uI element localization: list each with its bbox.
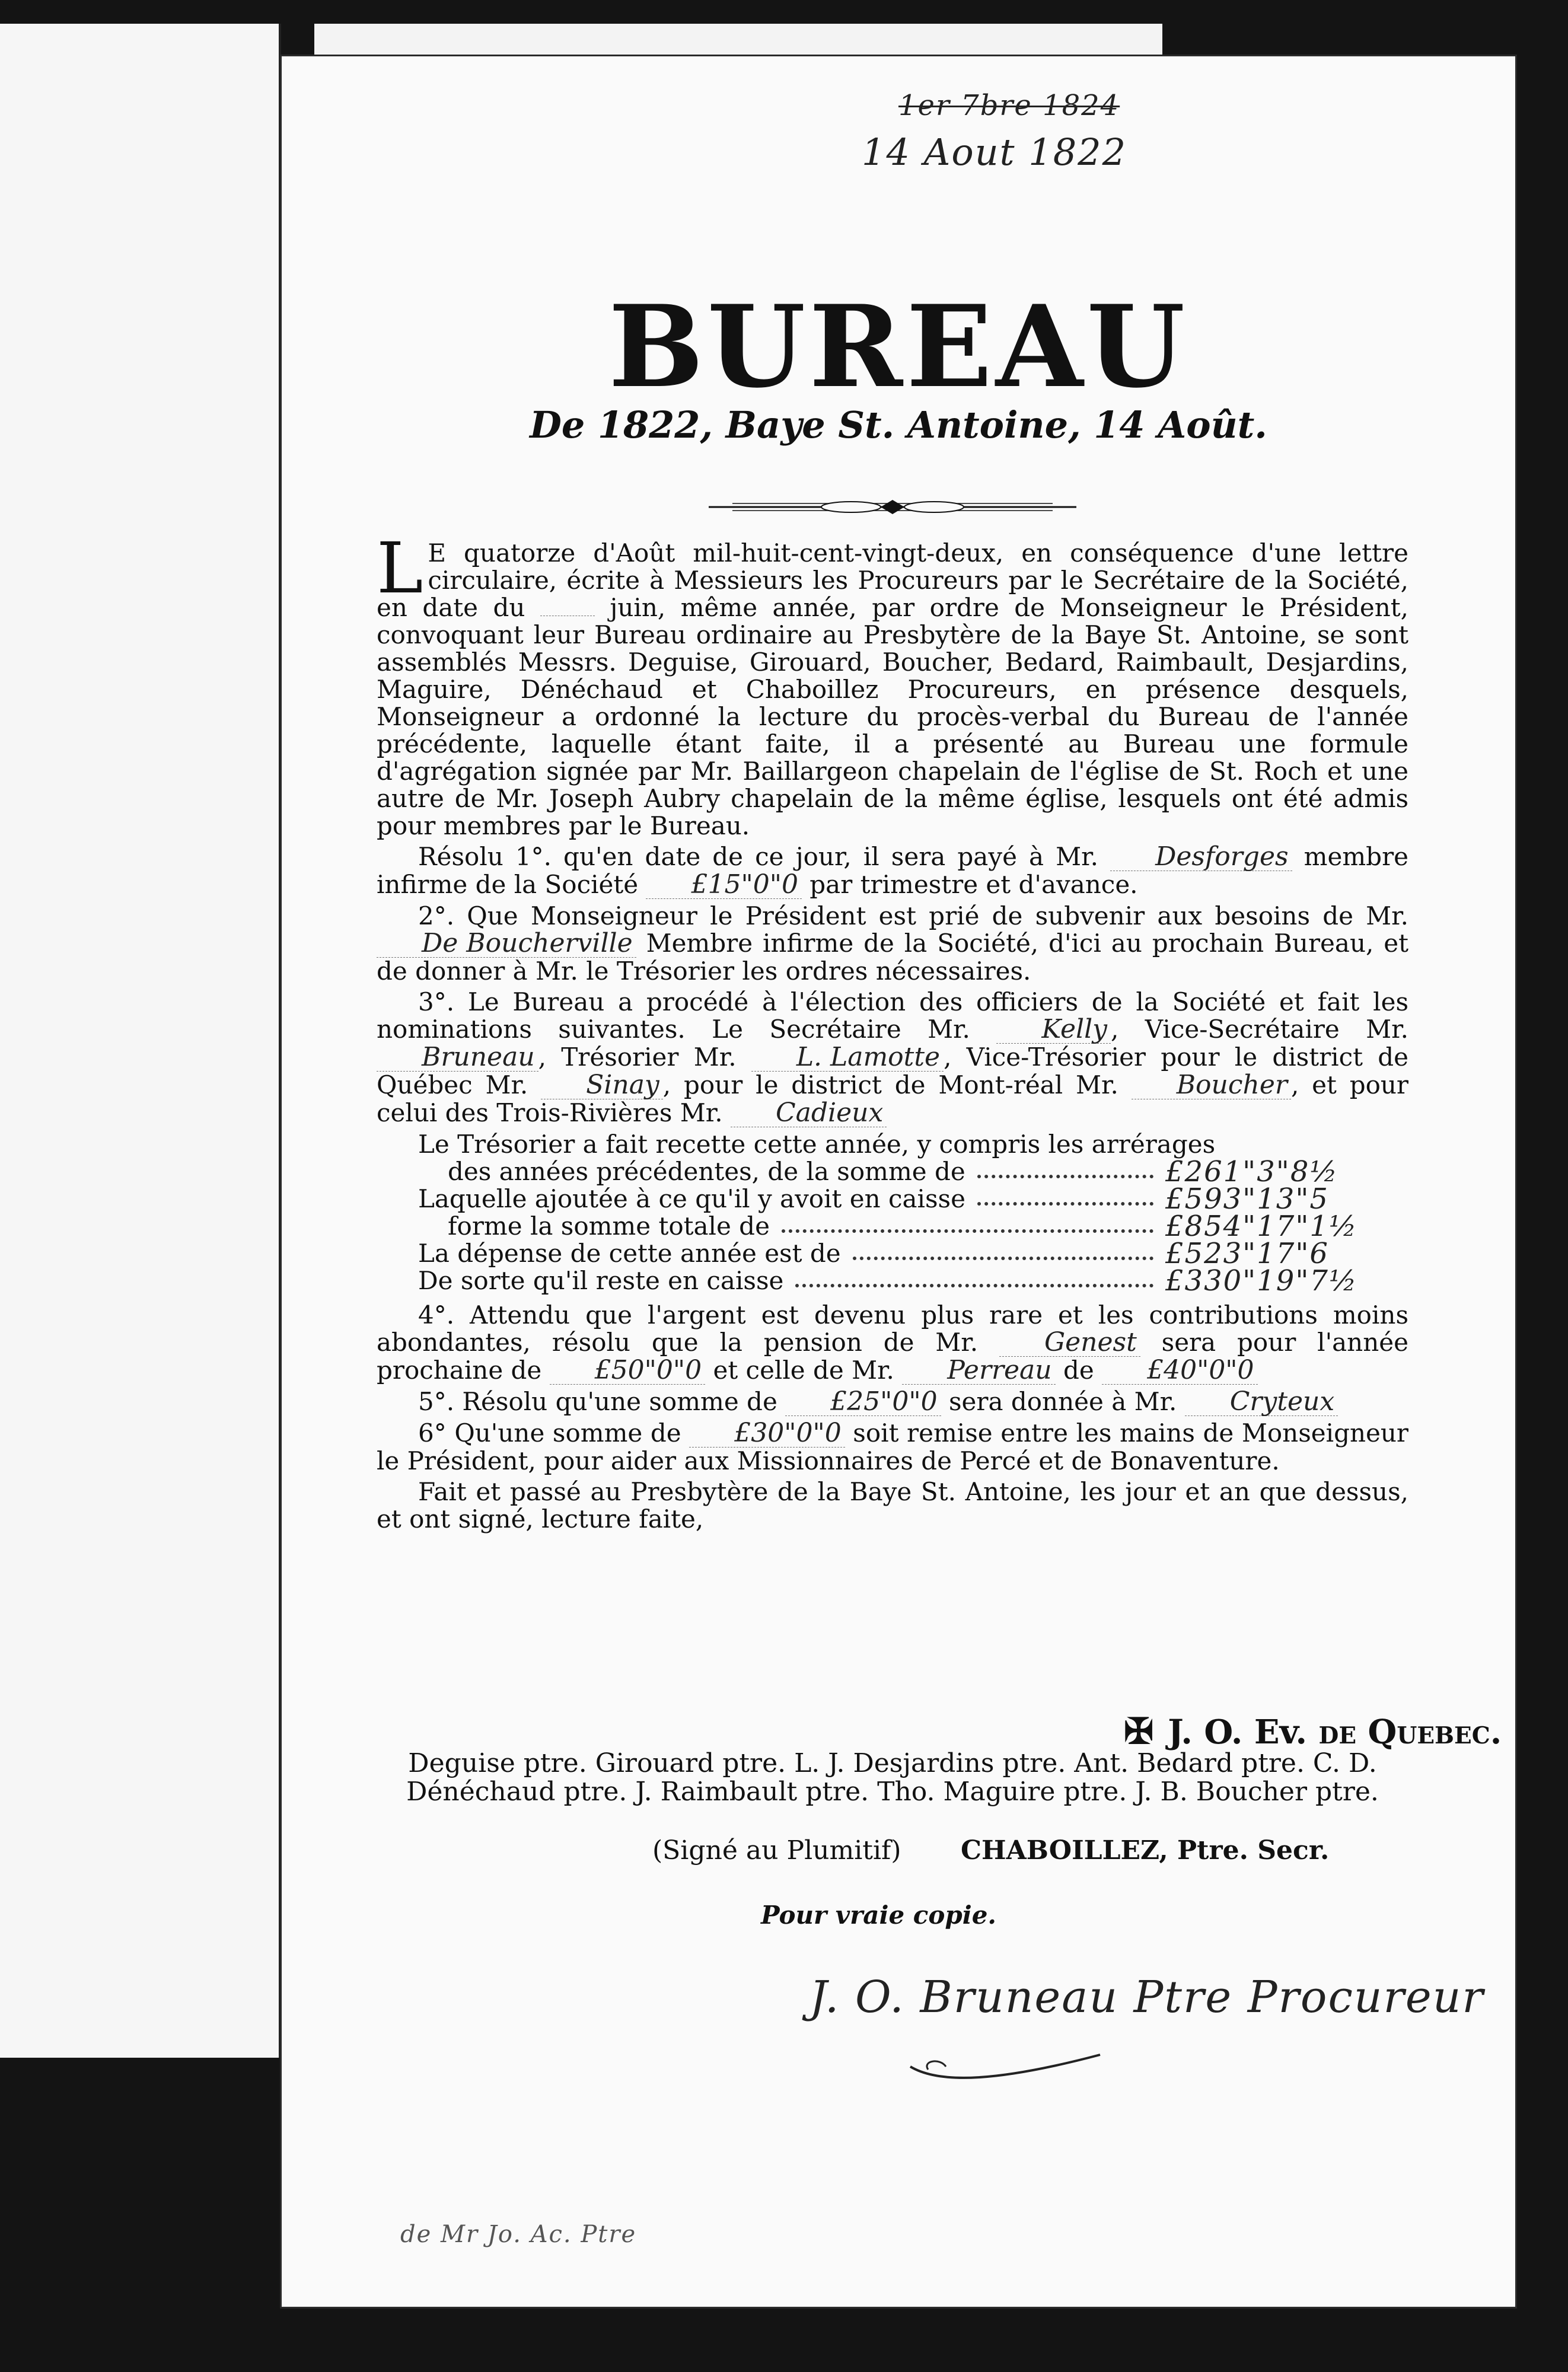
grant-recipient-name: Cryteux [1185,1388,1338,1416]
treasurer-ledger [377,1131,1408,1295]
ledger-row [377,1210,1408,1243]
resolution-6-text-a: 6° Qu'une somme de [418,1418,681,1448]
tresorier-name: L. Lamotte [751,1044,944,1072]
leader-dots [977,1202,1153,1206]
resolution-2-text-b: Membre infirme de la Société, d'ici au prochain Bureau, et de donner à Mr. le Trésorier les ordres nécessaires. [377,929,1408,986]
signature-flourish-icon [904,2043,1106,2084]
resolution-4 [377,1302,1408,1385]
bishop-see: de Quebec. [1318,1713,1502,1752]
vice-secretaire-name: Bruneau [377,1044,538,1072]
page-subtitle: De 1822, Baye St. Antoine, 14 Août. [530,403,1267,447]
resolution-2-text-a: 2°. Que Monseigneur le Président est prié de subvenir aux besoins de Mr. [418,901,1408,930]
resolution-3-text-f: , et pour celui des Trois-Rivières Mr. [377,1070,1409,1127]
ledger-amount: £593"13"5 [1165,1182,1329,1216]
adjacent-page [0,24,281,2058]
resolution-5-text-b: sera donnée à Mr. [948,1387,1177,1416]
ledger-amount: £523"17"6 [1165,1237,1329,1270]
pension-name-1: Genest [999,1329,1140,1357]
ledger-label: La dépense de cette année est de [418,1239,841,1268]
infirm-member-name: Desforges [1110,843,1292,871]
resolution-1-text-a: Résolu 1°. qu'en date de ce jour, il sera payé à Mr. [418,842,1098,871]
true-copy-note: Pour vraie copie. [761,1901,997,1930]
ledger-amount: £854"17"1½ [1165,1210,1358,1243]
procureurs-signatures [374,1749,1411,1806]
vice-tresorier-trois-rivieres-name: Cadieux [731,1099,887,1127]
resolution-4-text-d: de [1063,1356,1094,1385]
resolution-4-text-c: et celle de Mr. [713,1356,894,1385]
resolution-5-text-a: 5°. Résolu qu'une somme de [418,1387,777,1416]
closing-paragraph: Fait et passé au Presbytère de la Baye St. Antoine, les jour et an que dessus, et ont signé, lecture faite, [377,1477,1408,1533]
ledger-label: Laquelle ajoutée à ce qu'il y avoit en caisse [418,1184,965,1213]
opening-paragraph [377,527,1409,840]
pension-amount: £15"0"0 [646,871,801,899]
missionary-amount: £30"0"0 [689,1420,844,1448]
resolution-3-text-b: , Vice-Secrétaire Mr. [1111,1015,1408,1044]
ledger-row [377,1182,1408,1216]
document-body [377,527,1409,1536]
grant-amount: £25"0"0 [785,1388,941,1416]
signers-line-2: Dénéchaud ptre. J. Raimbault ptre. Tho. Maguire ptre. J. B. Boucher ptre. [406,1777,1379,1807]
cross-icon: ✠ [1124,1711,1154,1752]
opening-text-part2: juin, même année, par ordre de Monseigneur le Président, convoquant leur Bureau ordinaire au Presbytère de la Baye St. Antoine, se sont assemblés Messrs. Deguise, Girouard, Boucher, Bedard, Raimbault, Desjardins, Maguire, Dénéchaud et Chaboillez Procureurs, en présence desquels, Monseigneur a ordonné la lecture du procès-verbal du Bureau de l'année précédente, laquelle étant faite, il a présenté au Bureau une formule d'agrégation signée par Mr. Baillargeon chapelain de l'église de St. Roch et une autre de Mr. Joseph Aubry chapelain de la même église, lesquels ont été admis pour membres par le Bureau. [377,593,1409,840]
ledger-intro-text: Le Trésorier a fait recette cette année, y compris les arrérages [418,1130,1216,1159]
infirm-member-2-name: De Boucherville [377,930,636,958]
resolution-3 [377,989,1408,1127]
bottom-handwritten-note: de Mr Jo. Ac. Ptre [400,2221,637,2248]
bishop-name: J. O. Ev. [1168,1713,1307,1752]
ledger-amount: £330"19"7½ [1165,1264,1358,1297]
resolution-5 [377,1388,1408,1416]
leader-dots [853,1257,1153,1260]
leader-dots [782,1229,1153,1233]
secretary-signature: CHABOILLEZ, Ptre. Secr. [961,1835,1330,1866]
resolution-1 [377,843,1408,899]
resolution-6-text-b: soit remise entre les mains de Monseigneur le Président, pour aider aux Missionnaires de Percé et de Bonaventure. [377,1418,1408,1475]
ledger-row [377,1264,1408,1297]
resolution-4-text-a: 4°. Attendu que l'argent est devenu plus rare et les contributions moins abondantes, résolu que la pension de Mr. [377,1300,1408,1357]
bishop-signature [1124,1711,1502,1752]
ledger-row [377,1237,1408,1270]
ledger-amount: £261"3"8½ [1165,1155,1338,1188]
opening-text-part1: E quatorze d'Août mil-huit-cent-vingt-deux, en conséquence d'une lettre circulaire, écrite à Messieurs les Procureurs par le Secrétaire de la Société, en date du [377,538,1408,622]
resolution-1-text-b: membre infirme de la Société [377,842,1408,899]
resolution-2 [377,903,1408,985]
secretaire-name: Kelly [996,1016,1111,1044]
resolution-4-text-b: sera pour l'année prochaine de [377,1328,1408,1385]
resolution-3-text-c: , Trésorier Mr. [538,1042,737,1072]
vice-tresorier-quebec-name: Sinay [541,1072,663,1099]
struck-date-annotation: 1er 7bre 1824 [898,89,1120,122]
ledger-row [377,1155,1408,1188]
signers-line-1: Deguise ptre. Girouard ptre. L. J. Desjardins ptre. Ant. Bedard ptre. C. D. [408,1748,1377,1778]
signed-note: (Signé au Plumitif) [652,1835,901,1866]
resolution-3-text-a: 3°. Le Bureau a procédé à l'élection des officiers de la Société et fait les nominations suivantes. Le Secrétaire Mr. [377,987,1408,1044]
leader-dots [795,1284,1153,1287]
vice-tresorier-montreal-name: Boucher [1132,1072,1291,1099]
ornament-divider-icon [709,495,1076,519]
ledger-intro [377,1131,1408,1158]
pension-name-2: Perreau [902,1357,1055,1385]
handwritten-signature: J. O. Bruneau Ptre Procureur [810,1972,1484,2023]
resolution-3-text-e: , pour le district de Mont-réal Mr. [662,1070,1118,1099]
resolution-6 [377,1420,1408,1475]
page-title: BUREAU [608,280,1189,413]
resolution-1-text-c: par trimestre et d'avance. [810,870,1138,899]
ledger-label: De sorte qu'il reste en caisse [418,1266,784,1295]
document-page [282,56,1515,2307]
pension-amount-2: £40"0"0 [1102,1357,1257,1385]
drop-cap: L [377,527,423,609]
date-annotation: 14 Aout 1822 [862,130,1127,174]
resolution-3-text-d: , Vice-Trésorier pour le district de Québec Mr. [377,1042,1408,1099]
pension-amount-1: £50"0"0 [550,1357,705,1385]
ledger-label: forme la somme totale de [448,1211,770,1241]
leader-dots [977,1175,1153,1178]
ledger-label: des années précédentes, de la somme de [448,1157,965,1186]
